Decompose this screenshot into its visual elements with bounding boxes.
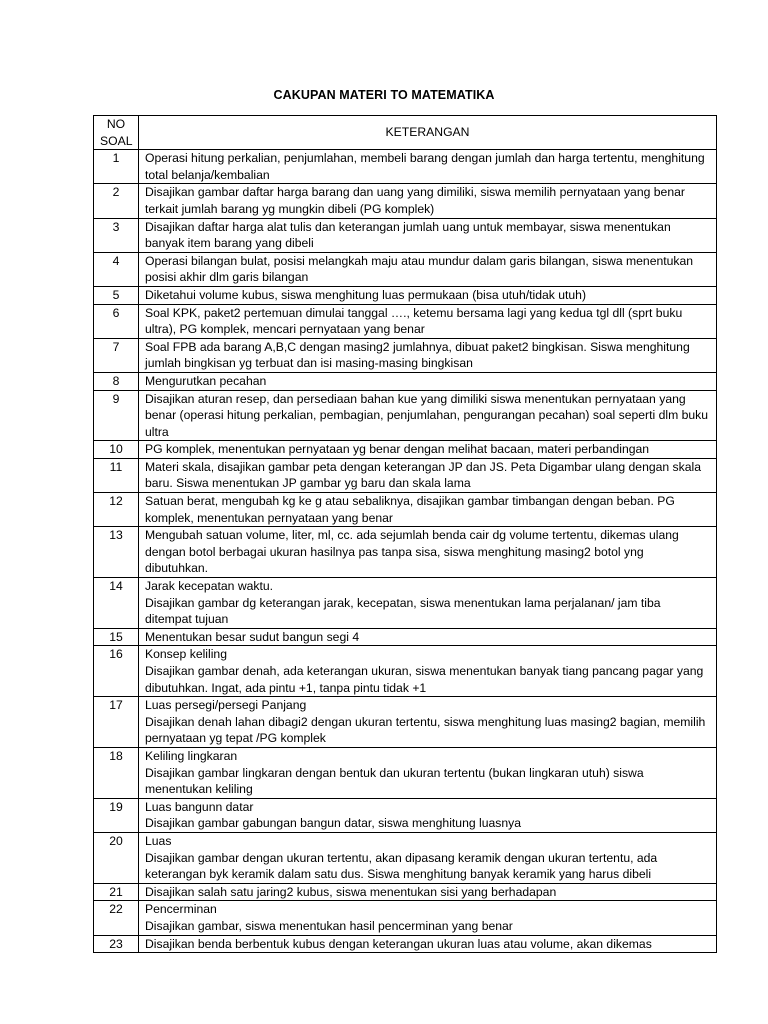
row-number: 7: [94, 338, 139, 372]
row-keterangan: Mengurutkan pecahan: [139, 372, 717, 390]
table-row: [94, 493, 717, 527]
row-keterangan: Mengubah satuan volume, liter, ml, cc. ada sejumlah benda cair dg volume tertentu, dikemas ulang dengan botol berbagai ukuran hasilnya pas tanpa sisa, siswa menghitung masing2 botol yng dibutuhkan.: [139, 527, 717, 578]
row-number: 8: [94, 372, 139, 390]
table-row: [94, 747, 717, 798]
row-keterangan: Operasi bilangan bulat, posisi melangkah maju atau mundur dalam garis bilangan, siswa menentukan posisi akhir dlm garis bilangan: [139, 252, 717, 286]
table-row: [94, 441, 717, 459]
row-number: 22: [94, 901, 139, 935]
row-number: 3: [94, 218, 139, 252]
table-row: [94, 286, 717, 304]
table-row: [94, 390, 717, 441]
table-row: [94, 646, 717, 697]
table-row: [94, 798, 717, 832]
table-row: [94, 935, 717, 953]
row-number: 16: [94, 646, 139, 697]
row-number: 18: [94, 747, 139, 798]
row-keterangan: Disajikan salah satu jaring2 kubus, siswa menentukan sisi yang berhadapan: [139, 883, 717, 901]
table-body: [94, 150, 717, 953]
table-row: [94, 252, 717, 286]
row-keterangan: Soal KPK, paket2 pertemuan dimulai tanggal …., ketemu bersama lagi yang kedua tgl dll (sprt buku ultra), PG komplek, mencari pernyataan yang benar: [139, 304, 717, 338]
row-keterangan: Jarak kecepatan waktu. Disajikan gambar dg keterangan jarak, kecepatan, siswa menentukan lama perjalanan/ jam tiba ditempat tujuan: [139, 578, 717, 629]
row-number: 23: [94, 935, 139, 953]
row-keterangan: Operasi hitung perkalian, penjumlahan, membeli barang dengan jumlah dan harga tertentu, menghitung total belanja/kembalian: [139, 150, 717, 184]
table-header-row: [94, 116, 717, 150]
materi-table: [93, 115, 717, 953]
row-keterangan: Luas Disajikan gambar dengan ukuran tertentu, akan dipasang keramik dengan ukuran tertentu, ada keterangan byk keramik dalam satu dus. Siswa menghitung banyak keramik yang harus dibeli: [139, 832, 717, 883]
row-keterangan: Satuan berat, mengubah kg ke g atau sebaliknya, disajikan gambar timbangan dengan beban. PG komplek, menentukan pernyataan yang benar: [139, 493, 717, 527]
row-number: 10: [94, 441, 139, 459]
row-number: 15: [94, 628, 139, 646]
row-keterangan: Luas bangunn datar Disajikan gambar gabungan bangun datar, siswa menghitung luasnya: [139, 798, 717, 832]
table-row: [94, 578, 717, 629]
table-row: [94, 218, 717, 252]
row-number: 6: [94, 304, 139, 338]
row-number: 21: [94, 883, 139, 901]
table-row: [94, 372, 717, 390]
row-number: 13: [94, 527, 139, 578]
row-keterangan: Konsep keliling Disajikan gambar denah, ada keterangan ukuran, siswa menentukan banyak tiang pancang pagar yang dibutuhkan. Ingat, ada pintu +1, tanpa pintu tidak +1: [139, 646, 717, 697]
row-keterangan: Soal FPB ada barang A,B,C dengan masing2 jumlahnya, dibuat paket2 bingkisan. Siswa menghitung jumlah bingkisan yg terbuat dan isi masing-masing bingkisan: [139, 338, 717, 372]
row-keterangan: Luas persegi/persegi Panjang Disajikan denah lahan dibagi2 dengan ukuran tertentu, siswa menghitung luas masing2 bagian, memilih pernyataan yg tepat /PG komplek: [139, 697, 717, 748]
table-row: [94, 184, 717, 218]
row-keterangan: Materi skala, disajikan gambar peta dengan keterangan JP dan JS. Peta Digambar ulang dengan skala baru. Siswa menentukan JP gambar yg baru dan skala lama: [139, 458, 717, 492]
row-keterangan: Disajikan gambar daftar harga barang dan uang yang dimiliki, siswa memilih pernyataan yang benar terkait jumlah barang yg mungkin dibeli (PG komplek): [139, 184, 717, 218]
table-row: [94, 628, 717, 646]
table-row: [94, 304, 717, 338]
row-number: 1: [94, 150, 139, 184]
row-keterangan: Disajikan daftar harga alat tulis dan keterangan jumlah uang untuk membayar, siswa menentukan banyak item barang yang dibeli: [139, 218, 717, 252]
row-keterangan: PG komplek, menentukan pernyataan yg benar dengan melihat bacaan, materi perbandingan: [139, 441, 717, 459]
row-keterangan: Keliling lingkaran Disajikan gambar lingkaran dengan bentuk dan ukuran tertentu (bukan lingkaran utuh) siswa menentukan keliling: [139, 747, 717, 798]
table-row: [94, 527, 717, 578]
document-title: CAKUPAN MATERI TO MATEMATIKA: [273, 88, 495, 102]
header-keterangan: KETERANGAN: [139, 116, 717, 150]
row-keterangan: Pencerminan Disajikan gambar, siswa menentukan hasil pencerminan yang benar: [139, 901, 717, 935]
table-row: [94, 458, 717, 492]
table-row: [94, 150, 717, 184]
row-number: 11: [94, 458, 139, 492]
header-no-soal: NO SOAL: [94, 116, 139, 150]
row-keterangan: Diketahui volume kubus, siswa menghitung luas permukaan (bisa utuh/tidak utuh): [139, 286, 717, 304]
table-row: [94, 883, 717, 901]
row-number: 14: [94, 578, 139, 629]
row-number: 19: [94, 798, 139, 832]
row-number: 17: [94, 697, 139, 748]
table-row: [94, 697, 717, 748]
table-row: [94, 832, 717, 883]
table-row: [94, 338, 717, 372]
row-number: 12: [94, 493, 139, 527]
row-keterangan: Disajikan benda berbentuk kubus dengan keterangan ukuran luas atau volume, akan dikemas: [139, 935, 717, 953]
table-row: [94, 901, 717, 935]
row-number: 5: [94, 286, 139, 304]
row-number: 9: [94, 390, 139, 441]
row-number: 20: [94, 832, 139, 883]
row-number: 2: [94, 184, 139, 218]
row-keterangan: Disajikan aturan resep, dan persediaan bahan kue yang dimiliki siswa menentukan pernyataan yang benar (operasi hitung perkalian, pembagian, penjumlahan, pengurangan pecahan) soal seperti dlm buku ultra: [139, 390, 717, 441]
row-number: 4: [94, 252, 139, 286]
row-keterangan: Menentukan besar sudut bangun segi 4: [139, 628, 717, 646]
